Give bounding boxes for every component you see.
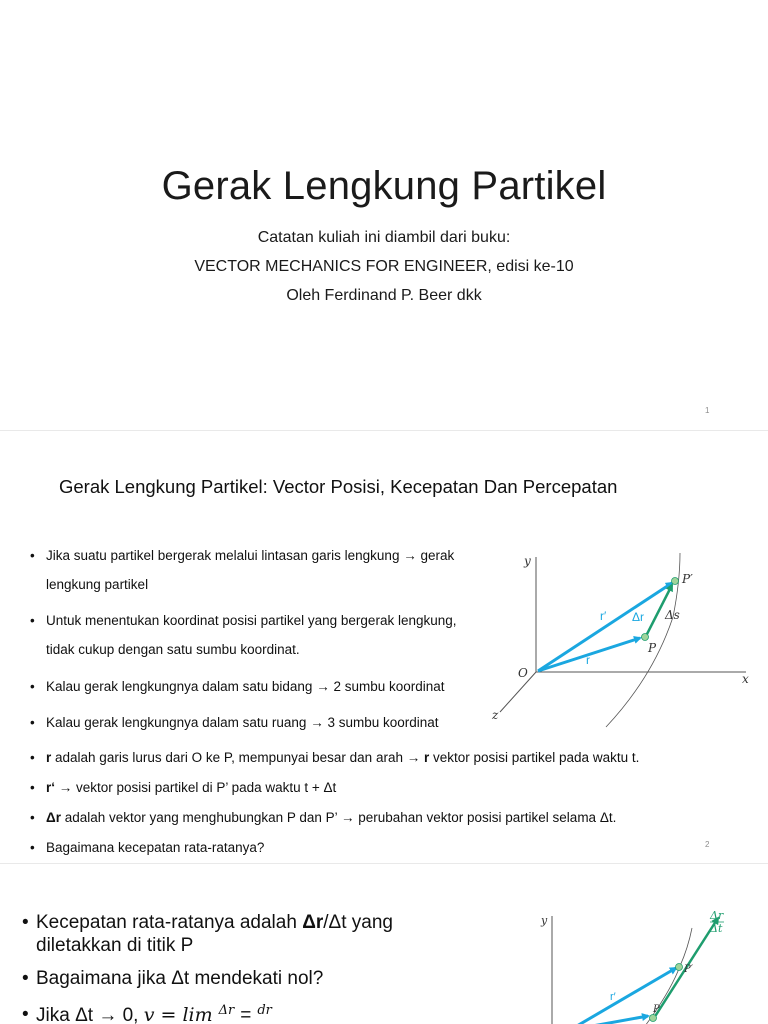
origin-label: O xyxy=(518,666,528,680)
bullet-dot: • xyxy=(30,715,35,730)
bullet-text: gerak xyxy=(416,548,455,563)
bullet-text: Untuk menentukan koordinat posisi partikel yang bergerak lengkung, xyxy=(46,613,457,628)
bold-term: Δr xyxy=(46,810,61,825)
slide-2 xyxy=(0,431,768,863)
point-p-prime xyxy=(676,964,683,971)
bullet-text: adalah garis lurus dari O ke P, mempunyai besar dan arah xyxy=(51,750,407,765)
trajectory-curve xyxy=(642,928,692,1024)
bullet-dot: • xyxy=(30,750,35,765)
bullet-dot: • xyxy=(22,912,29,933)
label-delta-s: Δs xyxy=(665,608,680,622)
bullet-dot: • xyxy=(30,810,35,825)
bullet-dot: • xyxy=(30,613,35,628)
y-axis-label: y xyxy=(524,554,531,568)
point-p-prime xyxy=(672,578,679,585)
bullet-text-line2: diletakkan di titik P xyxy=(36,935,194,956)
arrow-icon: → xyxy=(55,780,73,795)
bullet-text: Bagaimana jika Δt mendekati nol? xyxy=(36,968,324,989)
page-number: 2 xyxy=(705,840,710,849)
label-delta-t-den: Δt xyxy=(710,922,723,935)
bullet-text: /Δt yang xyxy=(323,912,393,933)
bullet-dot: • xyxy=(30,780,35,795)
slide-title: Gerak Lengkung Partikel: Vector Posisi, Kecepatan Dan Percepatan xyxy=(59,476,618,497)
bullet-text: perubahan vektor posisi partikel selama Δt. xyxy=(354,810,617,825)
equals-sign: = xyxy=(240,1005,252,1024)
bullet-text: adalah vektor yang menghubungkan P dan P’ xyxy=(60,810,341,825)
point-p xyxy=(650,1015,657,1022)
slide-title: Gerak Lengkung Partikel xyxy=(161,164,607,208)
bullet-dot: • xyxy=(30,679,35,694)
point-p xyxy=(642,634,649,641)
arrow-icon: → xyxy=(316,679,330,694)
subtitle-line-3: Oleh Ferdinand P. Beer dkk xyxy=(286,287,482,304)
arrow-icon: → xyxy=(403,548,417,563)
y-axis-label: y xyxy=(541,914,548,927)
arrow-icon: → xyxy=(310,715,324,730)
bullet-dot: • xyxy=(22,968,29,989)
bullet-text: Kalau gerak lengkungnya dalam satu ruang xyxy=(46,715,307,730)
equation-text: v = lim xyxy=(143,1004,213,1024)
bullet-text: Jika suatu partikel bergerak melalui lintasan garis lengkung xyxy=(46,548,400,563)
fraction-delta: Δr xyxy=(218,1003,235,1018)
bullet-dot: • xyxy=(30,548,35,563)
slide-3 xyxy=(0,864,768,1024)
bullet-text: Kalau gerak lengkungnya dalam satu bidang xyxy=(46,679,313,694)
bold-term: r xyxy=(420,750,430,765)
velocity-vector-figure xyxy=(530,908,766,1024)
bullet-text: Kecepatan rata-ratanya adalah xyxy=(36,912,303,933)
z-axis-label: z xyxy=(492,708,499,722)
label-delta-r: Δr xyxy=(632,610,645,624)
bold-term: r‘ xyxy=(46,780,56,795)
label-r: r xyxy=(586,653,590,667)
bullet-dot: • xyxy=(30,840,35,855)
bullet-text: vektor posisi partikel pada waktu t. xyxy=(429,750,640,765)
arrow-icon: → xyxy=(340,810,355,825)
label-r-prime: r′ xyxy=(600,609,607,623)
label-r-prime: r′ xyxy=(610,991,616,1003)
arrow-icon: → xyxy=(406,750,421,765)
bold-term: Δr xyxy=(302,912,324,933)
label-delta-r-num: Δr xyxy=(710,909,724,922)
bullet-text: 0, xyxy=(117,1005,144,1024)
position-vector-figure xyxy=(488,547,758,737)
bullet-text: Jika Δt xyxy=(36,1005,99,1024)
bullet-text-line2: lengkung partikel xyxy=(46,577,149,592)
slide-1 xyxy=(0,0,768,430)
fraction-d: dr xyxy=(257,1003,272,1018)
page-number: 1 xyxy=(705,406,710,415)
label-p: P xyxy=(653,1004,660,1015)
arrow-icon: → xyxy=(98,1005,118,1024)
vector-r-prime xyxy=(570,968,676,1024)
bullet-text-line2: tidak cukup dengan satu sumbu koordinat. xyxy=(46,642,300,657)
label-p-prime: P′ xyxy=(682,572,693,586)
subtitle-line-2: VECTOR MECHANICS FOR ENGINEER, edisi ke-10 xyxy=(194,258,574,275)
bold-term: r xyxy=(46,750,52,765)
label-p: P xyxy=(648,641,657,655)
bullet-dot: • xyxy=(22,1004,29,1024)
label-p-prime: P′ xyxy=(684,964,693,975)
bullet-text: 3 sumbu koordinat xyxy=(323,715,439,730)
x-axis-label: x xyxy=(742,672,749,686)
subtitle-line-1: Catatan kuliah ini diambil dari buku: xyxy=(257,229,511,246)
bullet-text: 2 sumbu koordinat xyxy=(329,679,445,694)
bullet-text: vektor posisi partikel di P’ pada waktu t + Δt xyxy=(72,780,337,795)
bullet-text: Bagaimana kecepatan rata-ratanya? xyxy=(46,840,265,855)
